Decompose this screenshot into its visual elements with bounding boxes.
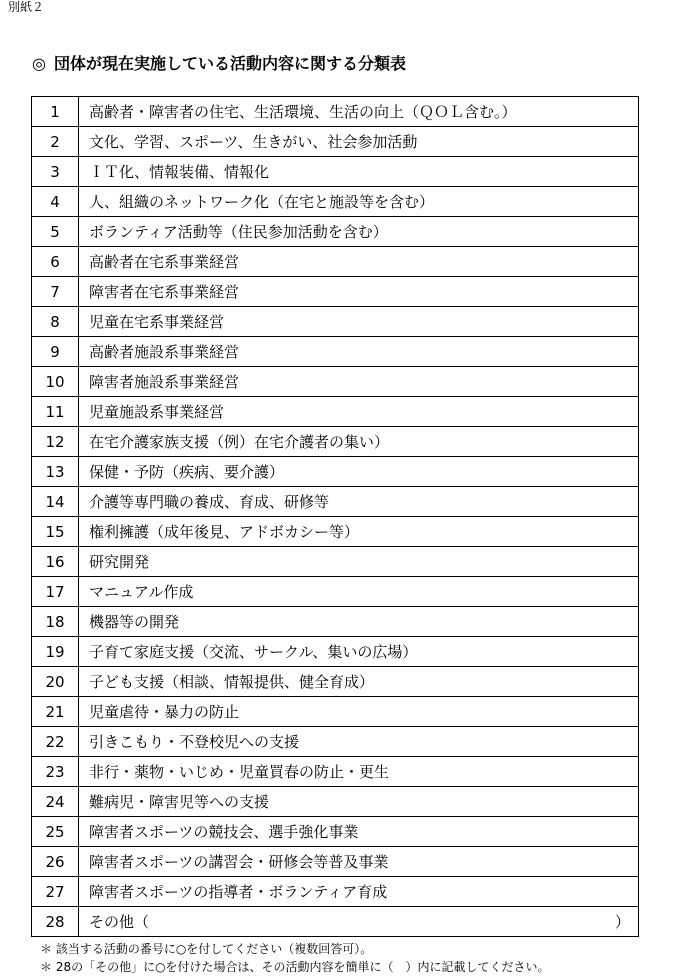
row-label: 機器等の開発 (79, 607, 639, 637)
row-number: 4 (32, 187, 79, 217)
row-label: 障害者スポーツの競技会、選手強化事業 (79, 817, 639, 847)
row-label: 文化、学習、スポーツ、生きがい、社会参加活動 (79, 127, 639, 157)
row-label: 人、組織のネットワーク化（在宅と施設等を含む） (79, 187, 639, 217)
row-number: 20 (32, 667, 79, 697)
table-row (32, 517, 639, 547)
table-row (32, 217, 639, 247)
row-number: 6 (32, 247, 79, 277)
row-number: 16 (32, 547, 79, 577)
row-label: 障害者在宅系事業経営 (79, 277, 639, 307)
row-number: 8 (32, 307, 79, 337)
row-label: 研究開発 (79, 547, 639, 577)
row-number: 11 (32, 397, 79, 427)
table-row (32, 157, 639, 187)
row-label: 在宅介護家族支援（例）在宅介護者の集い） (79, 427, 639, 457)
row-number: 7 (32, 277, 79, 307)
table-row (32, 307, 639, 337)
double-circle-icon: ◎ (32, 54, 46, 73)
row-label: 障害者スポーツの講習会・研修会等普及事業 (79, 847, 639, 877)
row-number: 23 (32, 757, 79, 787)
table-row (32, 547, 639, 577)
other-label-cell[interactable] (79, 907, 639, 937)
row-number: 22 (32, 727, 79, 757)
row-number: 5 (32, 217, 79, 247)
row-label: ＩＴ化、情報装備、情報化 (79, 157, 639, 187)
row-label: 高齢者在宅系事業経営 (79, 247, 639, 277)
row-label: 障害者施設系事業経営 (79, 367, 639, 397)
row-number: 25 (32, 817, 79, 847)
row-label: 権利擁護（成年後見、アドボカシー等） (79, 517, 639, 547)
table-row (32, 427, 639, 457)
row-label: 子育て家庭支援（交流、サークル、集いの広場） (79, 637, 639, 667)
table-row (32, 97, 639, 127)
row-number: 9 (32, 337, 79, 367)
table-row (32, 337, 639, 367)
note-line: ＊ 該当する活動の番号に○を付してください（複数回答可）。 (40, 942, 373, 956)
row-number: 13 (32, 457, 79, 487)
table-row (32, 877, 639, 907)
row-label: 引きこもり・不登校児への支援 (79, 727, 639, 757)
row-label: 子ども支援（相談、情報提供、健全育成） (79, 667, 639, 697)
row-number: 18 (32, 607, 79, 637)
table-row (32, 277, 639, 307)
table-row (32, 487, 639, 517)
row-number: 10 (32, 367, 79, 397)
row-number: 21 (32, 697, 79, 727)
notes (40, 940, 550, 976)
row-label: 非行・薬物・いじめ・児童買春の防止・更生 (79, 757, 639, 787)
table-row (32, 247, 639, 277)
row-label: 児童虐待・暴力の防止 (79, 697, 639, 727)
other-fill-in[interactable] (89, 913, 638, 931)
classification-table (31, 96, 639, 937)
table-row (32, 577, 639, 607)
table-row (32, 817, 639, 847)
row-label: 高齢者・障害者の住宅、生活環境、生活の向上（ＱＯＬ含む。） (79, 97, 639, 127)
table-row (32, 787, 639, 817)
row-number: 12 (32, 427, 79, 457)
table-row (32, 607, 639, 637)
row-label: 障害者スポーツの指導者・ボランティア育成 (79, 877, 639, 907)
table-row (32, 847, 639, 877)
row-label: 保健・予防（疾病、要介護） (79, 457, 639, 487)
row-label: 難病児・障害児等への支援 (79, 787, 639, 817)
row-label: 児童施設系事業経営 (79, 397, 639, 427)
row-number: 17 (32, 577, 79, 607)
row-number: 19 (32, 637, 79, 667)
classification-table-body (32, 97, 639, 937)
row-number: 28 (32, 907, 79, 937)
row-number: 2 (32, 127, 79, 157)
row-label: ボランティア活動等（住民参加活動を含む） (79, 217, 639, 247)
row-label: 児童在宅系事業経営 (79, 307, 639, 337)
note-line: ＊ 28の「その他」に○を付けた場合は、その活動内容を簡単に（ ）内に記載してください。 (40, 960, 550, 974)
row-number: 26 (32, 847, 79, 877)
table-row (32, 757, 639, 787)
other-label: その他（ (89, 912, 150, 931)
table-row (32, 727, 639, 757)
table-row (32, 637, 639, 667)
table-row (32, 697, 639, 727)
row-number: 15 (32, 517, 79, 547)
table-row (32, 127, 639, 157)
other-close-paren: ） (614, 912, 630, 931)
table-row-other (32, 907, 639, 937)
row-number: 24 (32, 787, 79, 817)
row-label: マニュアル作成 (79, 577, 639, 607)
table-row (32, 397, 639, 427)
document-label: 別紙２ (8, 0, 45, 14)
row-number: 27 (32, 877, 79, 907)
table-row (32, 187, 639, 217)
table-row (32, 457, 639, 487)
row-label: 高齢者施設系事業経営 (79, 337, 639, 367)
table-row (32, 367, 639, 397)
row-label: 介護等専門職の養成、育成、研修等 (79, 487, 639, 517)
page-title-text: 団体が現在実施している活動内容に関する分類表 (53, 54, 406, 73)
row-number: 3 (32, 157, 79, 187)
page-title (32, 52, 406, 76)
row-number: 1 (32, 97, 79, 127)
table-row (32, 667, 639, 697)
row-number: 14 (32, 487, 79, 517)
